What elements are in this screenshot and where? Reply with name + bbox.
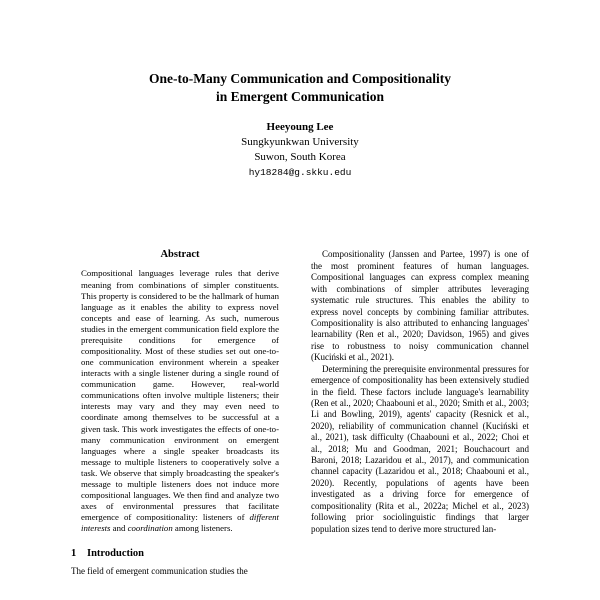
abstract-text-mid: and	[110, 523, 128, 534]
body-paragraph-compositionality: Compositionality (Janssen and Partee, 1997) is one of the most prominent features of human languages. Compositional languages can express complex meaning with combinations of simpler attributes leveraging systematic rule structures. This enables the ability to express novel concepts by combining familiar attributes. Compositionality is also attributed to enhancing languages' learnability (Ren et al., 2020; Davidson, 1965) and gives rise to robustness to noisy communication channel (Kuciński et al., 2021).	[311, 249, 529, 363]
abstract-emphasis-different-interests: different interests	[81, 512, 279, 534]
paper-title-line1: One-to-Many Communication and Compositionality	[149, 71, 451, 86]
author-email: hy18284@g.skku.edu	[248, 166, 352, 178]
section-heading-introduction	[71, 548, 289, 559]
affiliation-location: Suwon, South Korea	[254, 150, 346, 163]
affiliation-university: Sungkyunkwan University	[241, 135, 359, 148]
author-block	[0, 120, 600, 179]
abstract-heading: Abstract	[160, 249, 200, 261]
abstract-text-main: Compositional languages leverage rules that derive meaning from combinations of simpler constituents. This property is considered to be the hallmark of human language as it enables the ability to express novel concepts and ease of learning. As such, numerous studies in the emergent communication field explore the prerequisite conditions for emergence of compositionality. Most of these studies set out one-to-one communication environment wherein a speaker interacts with a single listener during a single round of communication game. However, real-world communications often involve multiple listeners; their interests may vary and they may even need to coordinate among themselves to be successful at a given task. This work investigates the effects of one-to-many communication environment on emergent languages where a single speaker broadcasts its message to multiple listeners to cooperatively solve a task. We observe that simply broadcasting the speaker's message to multiple listeners does not induce more compositional languages. We then find and analyze two axes of environmental pressures that facilitate emergence of compositionality: listeners of	[81, 268, 279, 523]
paper-title-line2: in Emergent Communication	[216, 88, 384, 104]
section-title: Introduction	[87, 548, 144, 560]
right-column	[311, 249, 529, 577]
introduction-paragraph: The field of emergent communication studies the	[71, 566, 248, 577]
section-number: 1	[71, 548, 77, 560]
body-paragraph-prerequisites: Determining the prerequisite environmental pressures for emergence of compositionality has been extensively studied in the field. These factors include language's learnability (Ren et al., 2020; Chaabouni et al., 2020; Smith et al., 2003; Li and Bowling, 2019), agents' capacity (Resnick et al., 2020), reliability of communication channel (Kuciński et al., 2021), task difficulty (Chaabouni et al., 2022; Choi et al., 2018; Mu and Goodman, 2021; Bouchacourt and Baroni, 2018; Lazaridou et al., 2017), and communication channel capacity (Lazaridou et al., 2018; Chaabouni et al., 2020). Recently, populations of agents have been investigated as a driving force for emergence of compositionality (Rita et al., 2022a; Michel et al., 2023) following prior sociolinguistic findings that larger population sizes tend to derive more structured lan-	[311, 363, 529, 534]
abstract-text	[71, 268, 289, 534]
abstract-text-end: among listeners.	[172, 523, 233, 534]
author-name: Heeyoung Lee	[266, 121, 334, 134]
paper-title	[0, 70, 600, 105]
left-column	[71, 249, 289, 577]
two-column-layout	[71, 249, 529, 577]
abstract-emphasis-coordination: coordination	[127, 523, 173, 534]
